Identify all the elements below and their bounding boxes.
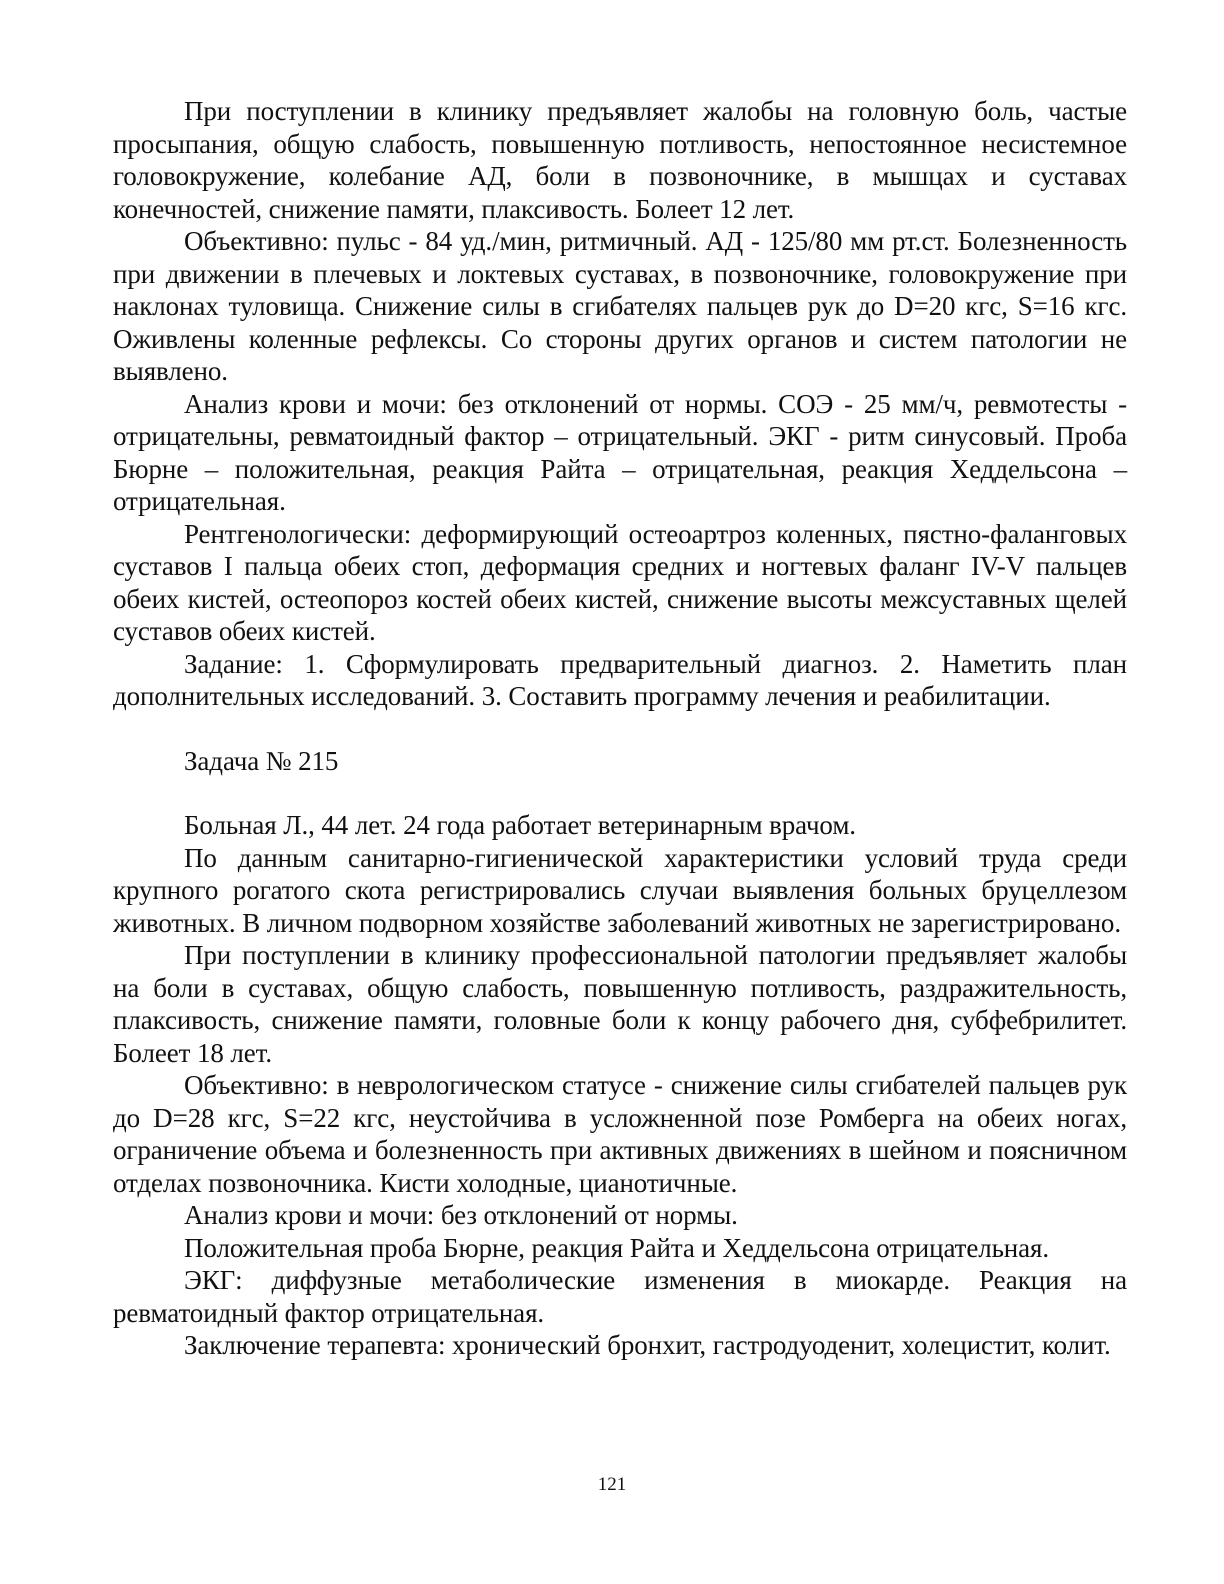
paragraph-conclusion: Заключение терапевта: хронический бронхит, гастродуоденит, холецистит, колит. [184,1330,1111,1360]
paragraph-tests: Положительная проба Бюрне, реакция Райта и Хеддельсона отрицательная. [184,1232,1050,1263]
paragraph-assignment: Задание: 1. Сформулировать предварительный диагноз. 2. Наметить план дополнительных исследований. 3. Составить программу лечения и реабилитации. [113,648,1127,711]
page-number: 121 [597,1474,627,1495]
paragraph-sanitary: По данным санитарно-гигиенической характеристики условий труда среди крупного рогатого скота регистрировались случаи выявления больных бруцеллезом животных. В личном подворном хозяйстве заболеваний животных не зарегистрировано. [113,842,1127,938]
task-title: Задача № 215 [184,745,339,776]
paragraph-patient: Больная Л., 44 лет. 24 года работает ветеринарным врачом. [184,810,856,840]
paragraph-neurology: Объективно: в неврологическом статусе - снижение силы сгибателей пальцев рук до D=28 кгс, S=22 кгс, неустойчива в усложненной позе Ромберга на обеих ногах, ограничение объема и болезненность при активных движениях в шейном и поясничном отделах позвоночника. Кисти холодные, цианотичные. [113,1070,1127,1198]
paragraph-admission: При поступлении в клинику профессиональной патологии предъявляет жалобы на боли в суставах, общую слабость, повышенную потливость, раздражительность, плаксивость, снижение памяти, головные боли к концу рабочего дня, субфебрилитет. Болеет 18 лет. [113,940,1127,1068]
paragraph-ecg: ЭКГ: диффузные метаболические изменения в миокарде. Реакция на ревматоидный фактор отрицательная. [113,1265,1127,1328]
paragraph-complaints: При поступлении в клинику предъявляет жалобы на головную боль, частые просыпания, общую слабость, повышенную потливость, непостоянное несистемное головокружение, колебание АД, боли в позвоночнике, в мышцах и суставах конечностей, снижение памяти, плаксивость. Болеет 12 лет. [113,96,1127,224]
paragraph-blood-urine: Анализ крови и мочи: без отклонений от нормы. [184,1200,738,1230]
paragraph-lab-analysis: Анализ крови и мочи: без отклонений от нормы. СОЭ - 25 мм/ч, ревмотесты - отрицательны, ревматоидный фактор – отрицательный. ЭКГ - ритм синусовый. Проба Бюрне – положительная, реакция Райта – отрицательная, реакция Хеддельсона – отрицательная. [113,388,1127,516]
paragraph-objective: Объективно: пульс - 84 уд./мин, ритмичный. АД - 125/80 мм рт.ст. Болезненность при движении в плечевых и локтевых суставах, в позвоночнике, головокружение при наклонах туловища. Снижение силы в сгибателях пальцев рук до D=20 кгс, S=16 кгс. Оживлены коленные рефлексы. Со стороны других органов и систем патологии не выявлено. [113,226,1127,386]
page-body [113,95,1127,1362]
paragraph-xray: Рентгенологически: деформирующий остеоартроз коленных, пястно-фаланговых суставов I пальца обеих стоп, деформация средних и ногтевых фаланг IV-V пальцев обеих кистей, остеопороз костей обеих кистей, снижение высоты межсуставных щелей суставов обеих кистей. [113,518,1127,646]
